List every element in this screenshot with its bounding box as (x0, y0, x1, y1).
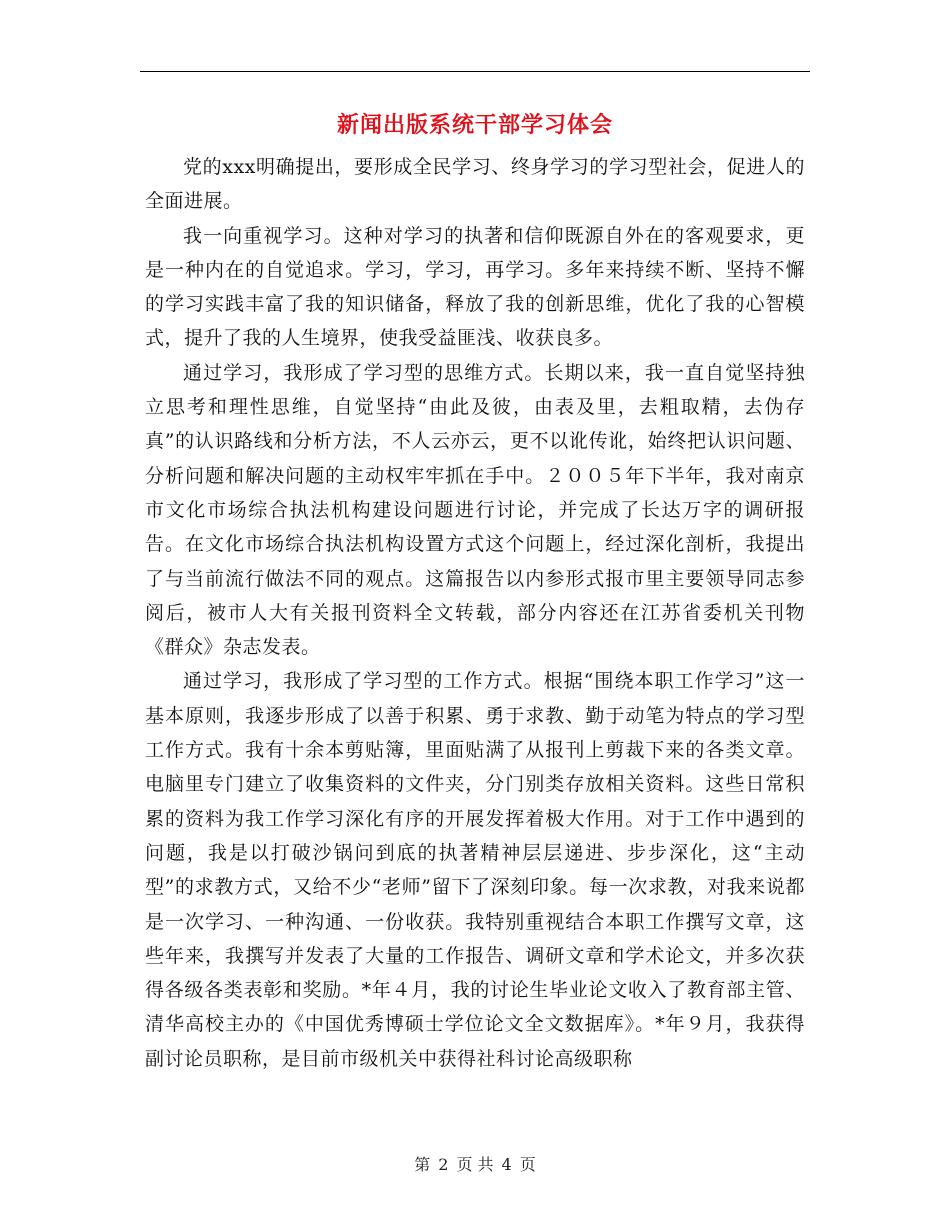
page-label-suffix: 页 (519, 1155, 536, 1174)
total-pages-number: 4 (501, 1155, 512, 1174)
header-rule (140, 71, 810, 72)
current-page-number: 2 (438, 1155, 449, 1174)
page-footer (0, 1153, 950, 1177)
document-body (145, 150, 805, 1076)
page-label-mid: 页 共 (456, 1155, 494, 1174)
page-label-prefix: 第 (414, 1155, 431, 1174)
paragraph-1: 党的xxx明确提出，要形成全民学习、终身学习的学习型社会，促进人的全面进展。 (145, 156, 805, 213)
document-title: 新闻出版系统干部学习体会 (336, 113, 613, 138)
paragraph-3: 通过学习，我形成了学习型的思维方式。长期以来，我一直自觉坚持独立思考和理性思维，自觉坚持“由此及彼，由表及里，去粗取精，去伪存真”的认识路线和分析方法，不人云亦云，更不以讹传讹，始终把认识问题、分析问题和解决问题的主动权牢牢抓在手中。２００５年下半年，我对南京市文化市场综合执法机构建设问题进行讨论，并完成了长达万字的调研报告。在文化市场综合执法机构设置方式这个问题上，经过深化剖析，我提出了与当前流行做法不同的观点。这篇报告以内参形式报市里主要领导同志参阅后，被市人大有关报刊资料全文转载，部分内容还在江苏省委机关刊物《群众》杂志发表。 (145, 361, 805, 659)
paragraph-4: 通过学习，我形成了学习型的工作方式。根据“围绕本职工作学习”这一基本原则，我逐步形成了以善于积累、勇于求教、勤于动笔为特点的学习型工作方式。我有十余本剪贴簿，里面贴满了从报刊上剪裁下来的各类文章。电脑里专门建立了收集资料的文件夹，分门别类存放相关资料。这些日常积累的资料为我工作学习深化有序的开展发挥着极大作用。对于工作中遇到的问题，我是以打破沙锅问到底的执著精神层层递进、步步深化，这“主动型”的求教方式，又给不少“老师”留下了深刻印象。每一次求教，对我来说都是一次学习、一种沟通、一份收获。我特别重视结合本职工作撰写文章，这些年来，我撰写并发表了大量的工作报告、调研文章和学术论文，并多次获得各级各类表彰和奖励。*年４月，我的讨论生毕业论文收入了教育部主管、清华高校主办的《中国优秀博硕士学位论文全文数据库》。*年９月，我获得副讨论员职称，是目前市级机关中获得社科讨论高级职称 (145, 670, 805, 1070)
paragraph-2: 我一向重视学习。这种对学习的执著和信仰既源自外在的客观要求，更是一种内在的自觉追求。学习，学习，再学习。多年来持续不断、坚持不懈的学习实践丰富了我的知识储备，释放了我的创新思维，优化了我的心智模式，提升了我的人生境界，使我受益匪浅、收获良多。 (145, 224, 805, 350)
